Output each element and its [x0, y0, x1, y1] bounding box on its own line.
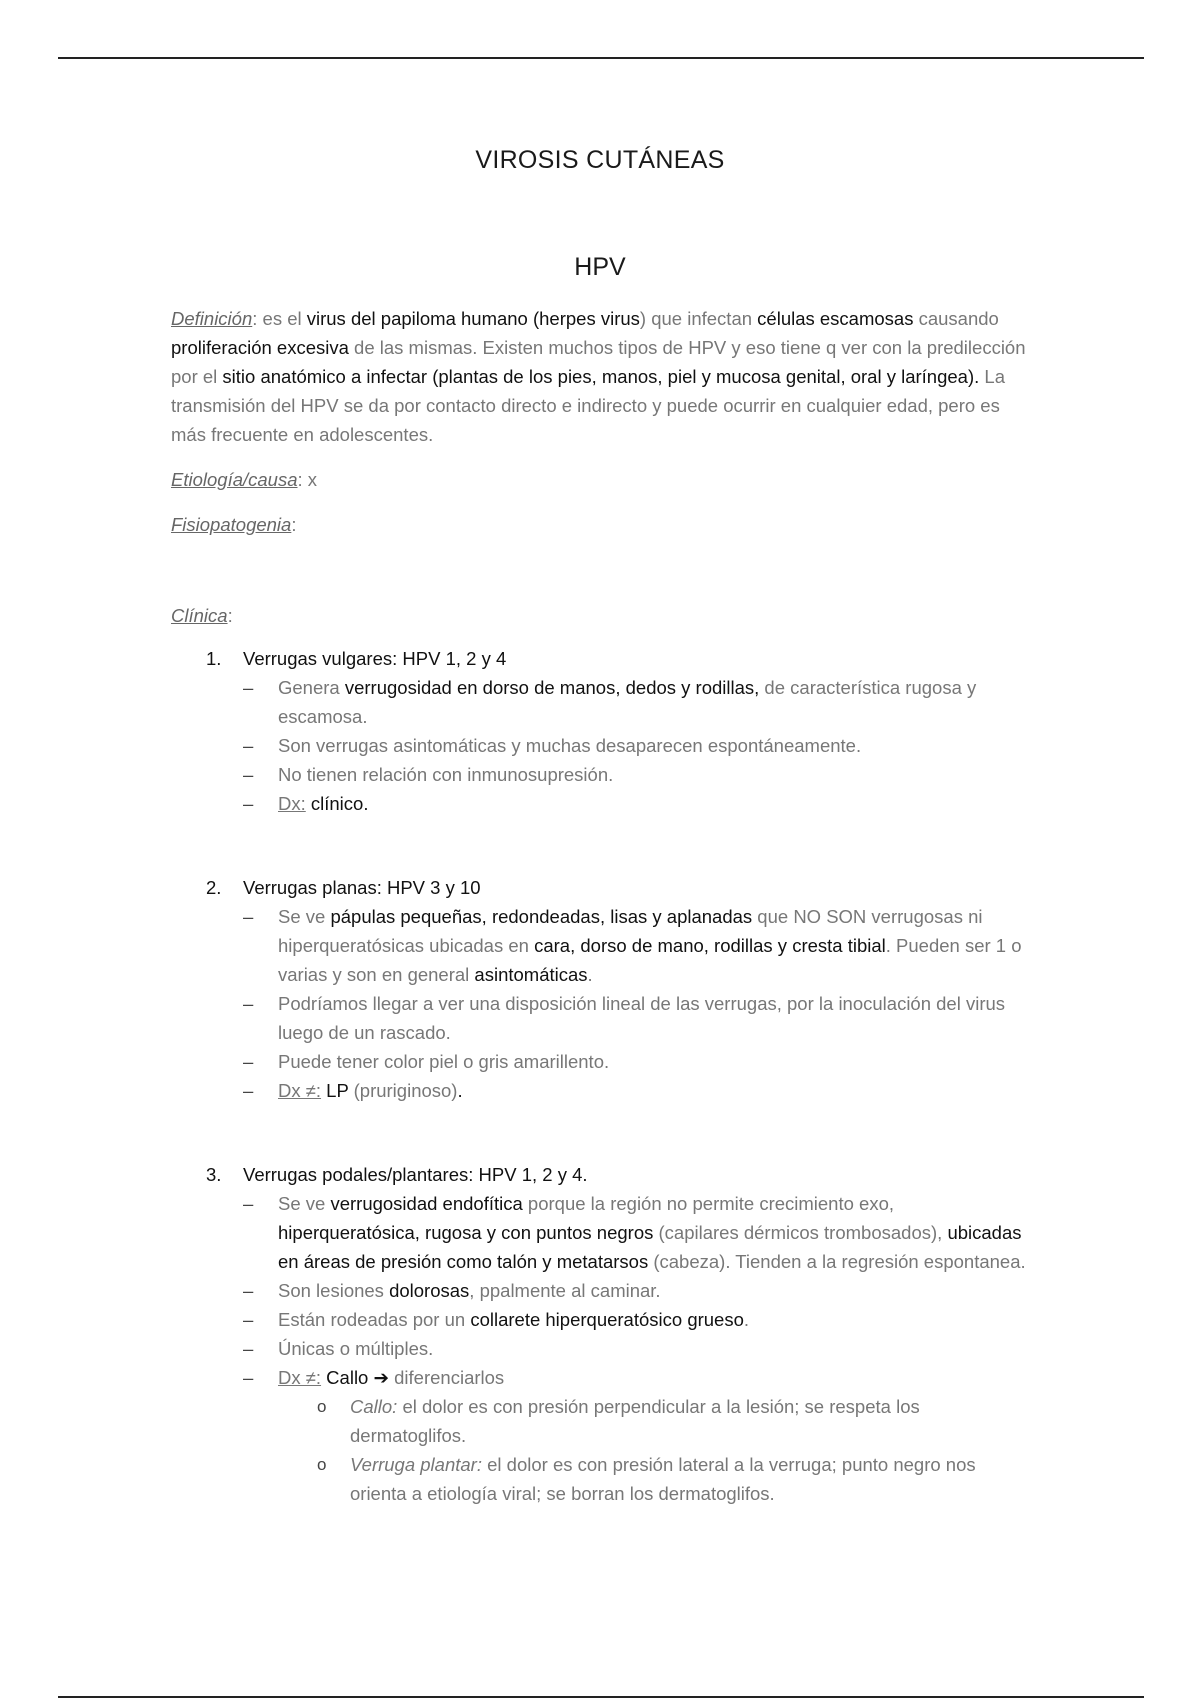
- bullet-item: – Dx ≠: LP (pruriginoso).: [243, 1076, 1031, 1105]
- dash-marker: –: [243, 1309, 254, 1330]
- etiologia-value: : x: [297, 469, 318, 490]
- section-title: HPV: [574, 253, 626, 281]
- definition-key: células escamosas: [757, 308, 914, 329]
- clinica-line: [171, 601, 1031, 630]
- document-body: [171, 304, 1031, 1508]
- definition-paragraph: [171, 304, 1031, 449]
- definition-key: sitio anatómico a infectar (plantas de los pies, manos, piel y mucosa genital, oral y laríngea).: [222, 366, 980, 387]
- item-number: 2.: [206, 877, 222, 898]
- clinica-item: [171, 1160, 1031, 1508]
- dash-marker: –: [243, 1051, 254, 1072]
- definition-text: : es el: [252, 308, 307, 329]
- dash-marker: –: [243, 1280, 254, 1301]
- bullet-list: [243, 673, 1031, 818]
- dx-label: Dx ≠:: [278, 1080, 322, 1101]
- sub-item: o Callo: el dolor es con presión perpendicular a la lesión; se respeta los dermatoglifos.: [278, 1392, 1031, 1450]
- bullet-item: – Únicas o múltiples.: [243, 1334, 1031, 1363]
- bullet-item: – Se ve pápulas pequeñas, redondeadas, lisas y aplanadas que NO SON verrugosas ni hiperqueratósicas ubicadas en cara, dorso de mano, rodillas y cresta tibial. Pueden ser 1 o varias y son en general asintomáticas.: [243, 902, 1031, 989]
- definition-key: proliferación excesiva: [171, 337, 349, 358]
- fisiopatogenia-label: Fisiopatogenia: [171, 514, 292, 535]
- bullet-item: – Podríamos llegar a ver una disposición lineal de las verrugas, por la inoculación del virus luego de un rascado.: [243, 989, 1031, 1047]
- footer-rule: [58, 1696, 1144, 1698]
- item-title: Verrugas podales/plantares: HPV 1, 2 y 4.: [243, 1164, 588, 1185]
- clinica-value: :: [227, 605, 233, 626]
- item-title: Verrugas vulgares: HPV 1, 2 y 4: [243, 648, 507, 669]
- sub-item: o Verruga plantar: el dolor es con presión lateral a la verruga; punto negro nos orienta a etiología viral; se borran los dermatoglifos.: [278, 1450, 1031, 1508]
- bullet-item: – Se ve verrugosidad endofítica porque la región no permite crecimiento exo, hiperqueratósica, rugosa y con puntos negros (capilares dérmicos trombosados), ubicadas en áreas de presión como talón y metatarsos (cabeza). Tienden a la regresión espontanea.: [243, 1189, 1031, 1276]
- dash-marker: –: [243, 677, 254, 698]
- clinica-item: [171, 644, 1031, 818]
- definition-text: causando: [913, 308, 999, 329]
- dx-label: Dx:: [278, 793, 306, 814]
- etiologia-label: Etiología/causa: [171, 469, 298, 490]
- circle-marker: o: [317, 1455, 327, 1474]
- bullet-item: – Están rodeadas por un collarete hiperqueratósico grueso.: [243, 1305, 1031, 1334]
- dash-marker: –: [243, 1193, 254, 1214]
- dash-marker: –: [243, 993, 254, 1014]
- dash-marker: –: [243, 764, 254, 785]
- bullet-item: – Dx ≠: Callo ➔ diferenciarlos o Callo: el dolor es con presión perpendicular a la lesión; se respeta los dermatoglifos. o Verruga plantar: el dolor es con presión lateral a la verruga; punto negro nos orienta a etiología viral; se borran los dermatoglifos.: [243, 1363, 1031, 1508]
- bullet-list: [243, 1189, 1031, 1508]
- dash-marker: –: [243, 906, 254, 927]
- definition-text: La transmisión del HPV se da por contacto directo e indirecto y puede ocurrir en cualquier edad, pero es más frecuente en adolescentes.: [171, 366, 1005, 445]
- clinica-label: Clínica: [171, 605, 228, 626]
- dash-marker: –: [243, 735, 254, 756]
- etiologia-line: [171, 465, 1031, 494]
- item-number: 1.: [206, 648, 222, 669]
- definition-text: ) que infectan: [639, 308, 758, 329]
- fisiopatogenia-line: [171, 510, 1031, 539]
- bullet-item: – Puede tener color piel o gris amarillento.: [243, 1047, 1031, 1076]
- bullet-item: – Genera verrugosidad en dorso de manos, dedos y rodillas, de característica rugosa y escamosa.: [243, 673, 1031, 731]
- item-number: 3.: [206, 1164, 222, 1185]
- definition-key: virus del papiloma humano (herpes virus: [306, 308, 640, 329]
- bullet-list: [243, 902, 1031, 1105]
- definition-text: de las mismas. Existen muchos tipos de HPV y eso tiene q ver con la predilección por el: [171, 337, 1026, 387]
- bullet-item: – Son verrugas asintomáticas y muchas desaparecen espontáneamente.: [243, 731, 1031, 760]
- bullet-item: – Dx: clínico.: [243, 789, 1031, 818]
- dash-marker: –: [243, 1080, 254, 1101]
- item-title: Verrugas planas: HPV 3 y 10: [243, 877, 481, 898]
- fisiopatogenia-value: :: [291, 514, 297, 535]
- bullet-item: – Son lesiones dolorosas, ppalmente al caminar.: [243, 1276, 1031, 1305]
- dx-label: Dx ≠:: [278, 1367, 322, 1388]
- dash-marker: –: [243, 793, 254, 814]
- dash-marker: –: [243, 1338, 254, 1359]
- sub-list: [278, 1392, 1031, 1508]
- bullet-item: – No tienen relación con inmunosupresión.: [243, 760, 1031, 789]
- circle-marker: o: [317, 1397, 327, 1416]
- header-rule: [58, 57, 1144, 59]
- document-title: VIROSIS CUTÁNEAS: [475, 146, 725, 174]
- clinica-list: [171, 644, 1031, 1508]
- definition-label: Definición: [171, 308, 253, 329]
- dash-marker: –: [243, 1367, 254, 1388]
- clinica-item: [171, 873, 1031, 1105]
